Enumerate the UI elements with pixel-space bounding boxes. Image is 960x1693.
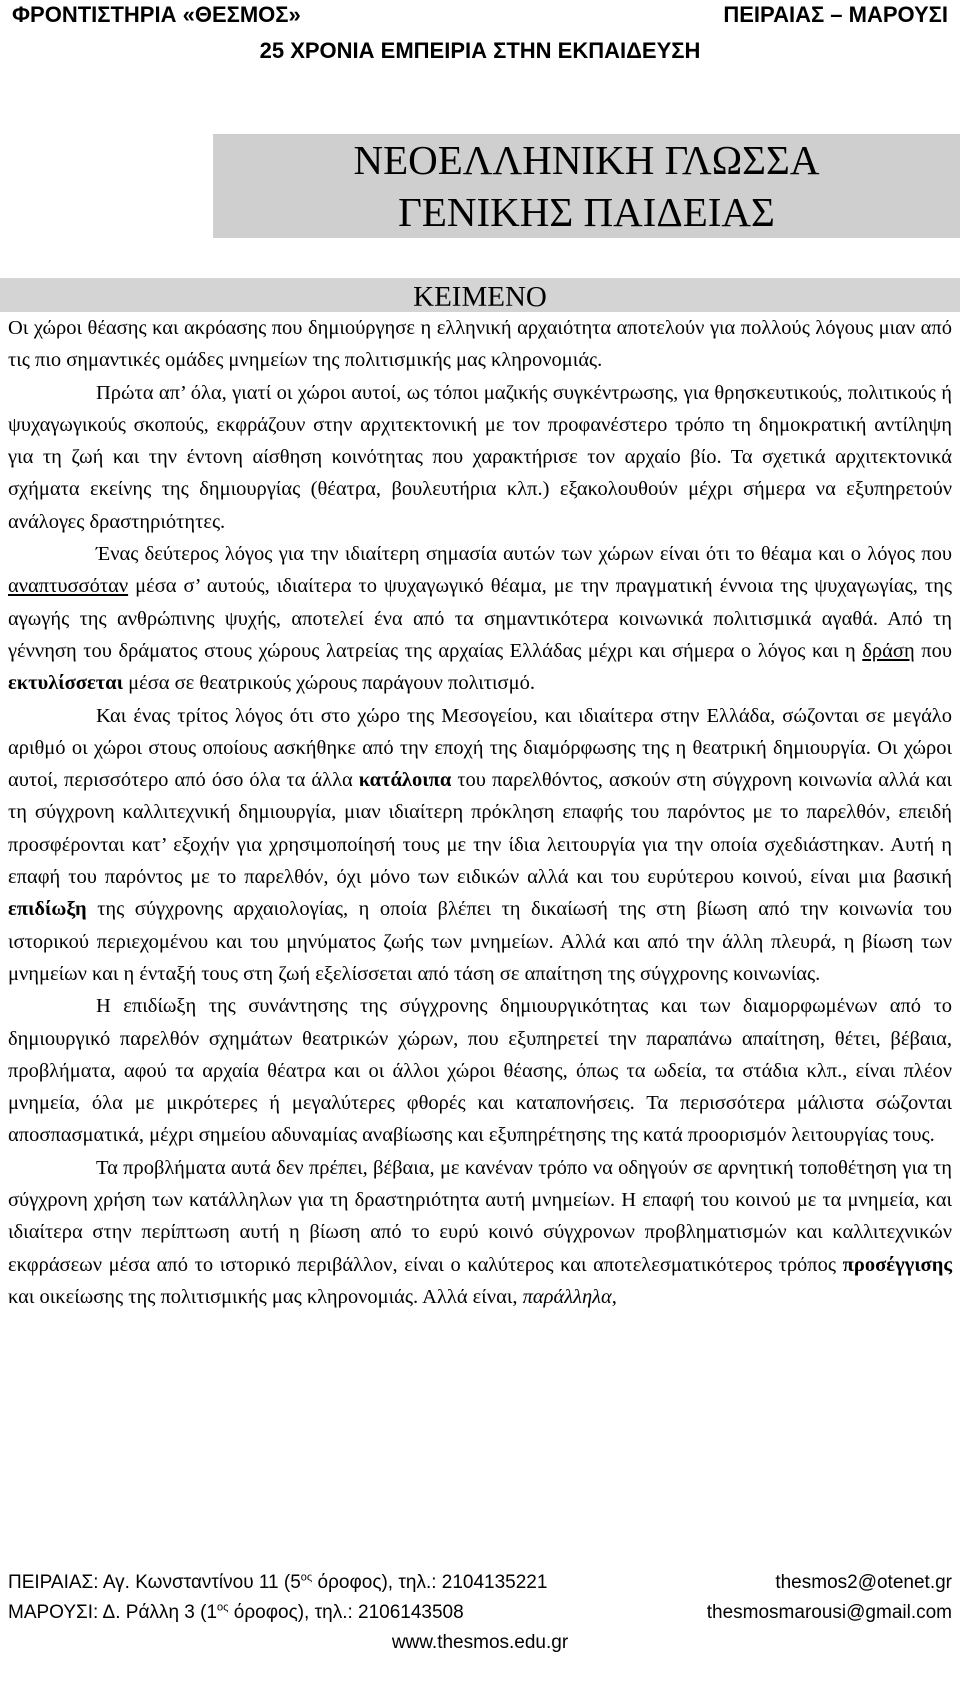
underlined-word-anaptyssotan: αναπτυσσόταν <box>8 575 129 598</box>
piraeus-address <box>8 1568 547 1598</box>
footer-marousi-row <box>8 1598 952 1628</box>
footer-piraeus-row <box>8 1568 952 1598</box>
subject-title-line1: ΝΕΟΕΛΛΗΝΙΚΗ ΓΛΩΣΣΑ <box>353 137 820 183</box>
school-locations: ΠΕΙΡΑΙΑΣ – ΜΑΡΟΥΣΙ <box>723 2 948 27</box>
header-row <box>12 2 948 28</box>
paragraph-1: Οι χώροι θέασης και ακρόασης που δημιούργησε η ελληνική αρχαιότητα αποτελούν για πολλούς λόγους μιαν από τις πιο σημαντικές ομάδες μνημείων της πολιτισμικής μας κληρονομιάς. <box>8 317 952 372</box>
website-link[interactable]: www.thesmos.edu.gr <box>391 1632 569 1653</box>
p3-text-d: μέσα σε θεατρικούς χώρους παράγουν πολιτισμό. <box>122 672 535 695</box>
paragraph-5: Η επιδίωξη της συνάντησης της σύγχρονης δημιουργικότητας και των διαμορφωμένων από το δημιουργικό παρελθόν σχημάτων θεατρικών χώρων, που εξυπηρετεί την παραπάνω απαίτηση, θέτει, βέβαια, προβλήματα, αφού τα αρχαία θέατρα και οι άλλοι χώροι θέασης, όπως τα ωδεία, τα στάδια κλπ., είναι πλέον μνημεία, όλα με μικρότερες ή μεγαλύτερες φθορές και καταπονήσεις. Τα περισσότερα μάλιστα σώζονται αποσπασματικά, μέχρι σημείου αδυναμίας αναβίωσης και εξυπηρέτησης της κατά προορισμόν λειτουργίας τους. <box>8 995 952 1147</box>
marousi-email[interactable]: thesmosmarousi@gmail.com <box>706 1602 952 1623</box>
p3-text-c: που <box>914 639 953 662</box>
header-tagline: 25 ΧΡΟΝΙΑ ΕΜΠΕΙΡΙΑ ΣΤΗΝ ΕΚΠΑΙΔΕΥΣΗ <box>259 38 701 63</box>
p4-text-b: του παρελθόντος, ασκούν στη σύγχρονη κοινωνία αλλά και τη σύγχρονη καλλιτεχνική δημιουργία, μιαν ιδιαίτερη πρόκληση επαφής του παρόντος με το παρελθόν, επειδή προσφέρονται κατ’ εξοχήν για χρησιμοποίησή τους με την ίδια λειτουργία για την οποία σχεδιάστηκαν. Αυτή η επαφή του παρόντος με το παρελθόν, όχι μόνο των ειδικών αλλά και του ευρύτερου κοινού, είναι μια βασική <box>8 769 952 889</box>
p6-text-c: , <box>611 1285 617 1308</box>
p6-text-a: Τα προβλήματα αυτά δεν πρέπει, βέβαια, με κανέναν τρόπο να οδηγούν σε αρνητική τοποθέτηση για τη σύγχρονη χρήση των κατάλληλων για τη δραστηριότητα αυτή μνημείων. Η επαφή του κοινού με τα μνημεία, και ιδιαίτερα στην περίπτωση αυτή η βίωση από το ευρύ κοινό σύγχρονων προβληματισμών και καλλιτεχνικών εκφράσεων μέσα από το ιστορικό περιβάλλον, είναι ο καλύτερος και αποτελεσματικότερος τρόπος <box>8 1156 952 1276</box>
section-title: ΚΕΙΜΕΝΟ <box>413 281 547 313</box>
paragraph-2: Πρώτα απ’ όλα, γιατί οι χώροι αυτοί, ως τόποι μαζικής συγκέντρωσης, για θρησκευτικούς, πολιτικούς ή ψυχαγωγικούς σκοπούς, εκφράζουν στην αρχιτεκτονική με τον προφανέστερο τρόπο τη δημοκρατική αντίληψη για τη ζωή και την έντονη αίσθηση κοινότητας που χαρακτήρισε τον αρχαίο βίο. Τα σχετικά αρχιτεκτονικά σχήματα εκείνης της δημιουργίας (θέατρα, βουλευτήρια κλπ.) εξακολουθούν μέχρι σήμερα να εξυπηρετούν ανάλογες δραστηριότητες. <box>8 381 952 533</box>
bold-word-proseggisis: προσέγγισης <box>842 1253 952 1276</box>
marousi-address <box>8 1598 464 1628</box>
paragraph-6 <box>8 1152 952 1313</box>
bold-word-ektylissetai: εκτυλίσσεται <box>8 672 123 695</box>
floor-ordinal-sup: ος <box>217 1601 229 1614</box>
subject-title <box>213 134 960 238</box>
piraeus-phone-text: όροφος), τηλ.: 2104135221 <box>312 1572 548 1593</box>
p3-text-b: μέσα σ’ αυτούς, ιδιαίτερα το ψυχαγωγικό θέαμα, με την πραγματική έννοια της ψυχαγωγίας, της αγωγής της ανθρώπινης ψυχής, αποτελεί ένα από τα σημαντικότερα κοινωνικά πολιτισμικά αγαθά. Από τη γέννηση του δράματος στους χώρους λατρείας της αρχαίας Ελλάδας μέχρι και σήμερα ο λόγος και η <box>8 575 952 662</box>
page-footer <box>8 1568 952 1658</box>
paragraph-4 <box>8 700 952 991</box>
p4-text-a: Και ένας τρίτος λόγος ότι στο χώρο της Μεσογείου, και ιδιαίτερα στην Ελλάδα, σώζονται σε μεγάλο αριθμό οι χώροι στους οποίους ασκήθηκε από την εποχή της διαμόρφωσης της η θεατρική δημιουργία. Οι χώροι αυτοί, περισσότερο από όσο όλα τα άλλα <box>8 704 952 792</box>
p3-text-a: Ένας δεύτερος λόγος για την ιδιαίτερη σημασία αυτών των χώρων είναι ότι το θέαμα και ο λόγος που <box>96 543 952 566</box>
bold-word-kataloipa: κατάλοιπα <box>358 769 452 792</box>
marousi-address-text: ΜΑΡΟΥΣΙ: Δ. Ράλλη 3 (1 <box>8 1602 218 1623</box>
underlined-word-drasi: δράση <box>862 639 915 662</box>
marousi-phone-text: όροφος), τηλ.: 2106143508 <box>228 1602 464 1623</box>
p6-text-b: και οικείωσης της πολιτισμικής μας κληρονομιάς. Αλλά είναι, <box>8 1285 523 1308</box>
paragraph-3 <box>8 538 952 699</box>
italic-word-parallila: παράλληλα <box>522 1285 612 1308</box>
subject-title-line2: ΓΕΝΙΚΗΣ ΠΑΙΔΕΙΑΣ <box>398 189 775 235</box>
text-body <box>8 312 952 1313</box>
school-name: ΦΡΟΝΤΙΣΤΗΡΙΑ «ΘΕΣΜΟΣ» <box>12 2 301 27</box>
bold-word-epidioxi: επιδίωξη <box>8 898 87 921</box>
floor-ordinal-sup: ος <box>300 1571 313 1584</box>
piraeus-address-text: ΠΕΙΡΑΙΑΣ: Αγ. Κωνσταντίνου 11 (5 <box>8 1572 301 1593</box>
piraeus-email[interactable]: thesmos2@otenet.gr <box>775 1572 952 1593</box>
p4-text-c: της σύγχρονης αρχαιολογίας, η οποία βλέπει τη δικαίωσή της στη βίωση από την κοινωνία του ιστορικού περιεχομένου και του μηνύματος ζωής των μνημείων. Αλλά και από την άλλη πλευρά, η βίωση των μνημείων και η ένταξή τους στη ζωή εξελίσσεται από τάση σε απαίτηση της σύγχρονης κοινωνίας. <box>8 898 952 985</box>
